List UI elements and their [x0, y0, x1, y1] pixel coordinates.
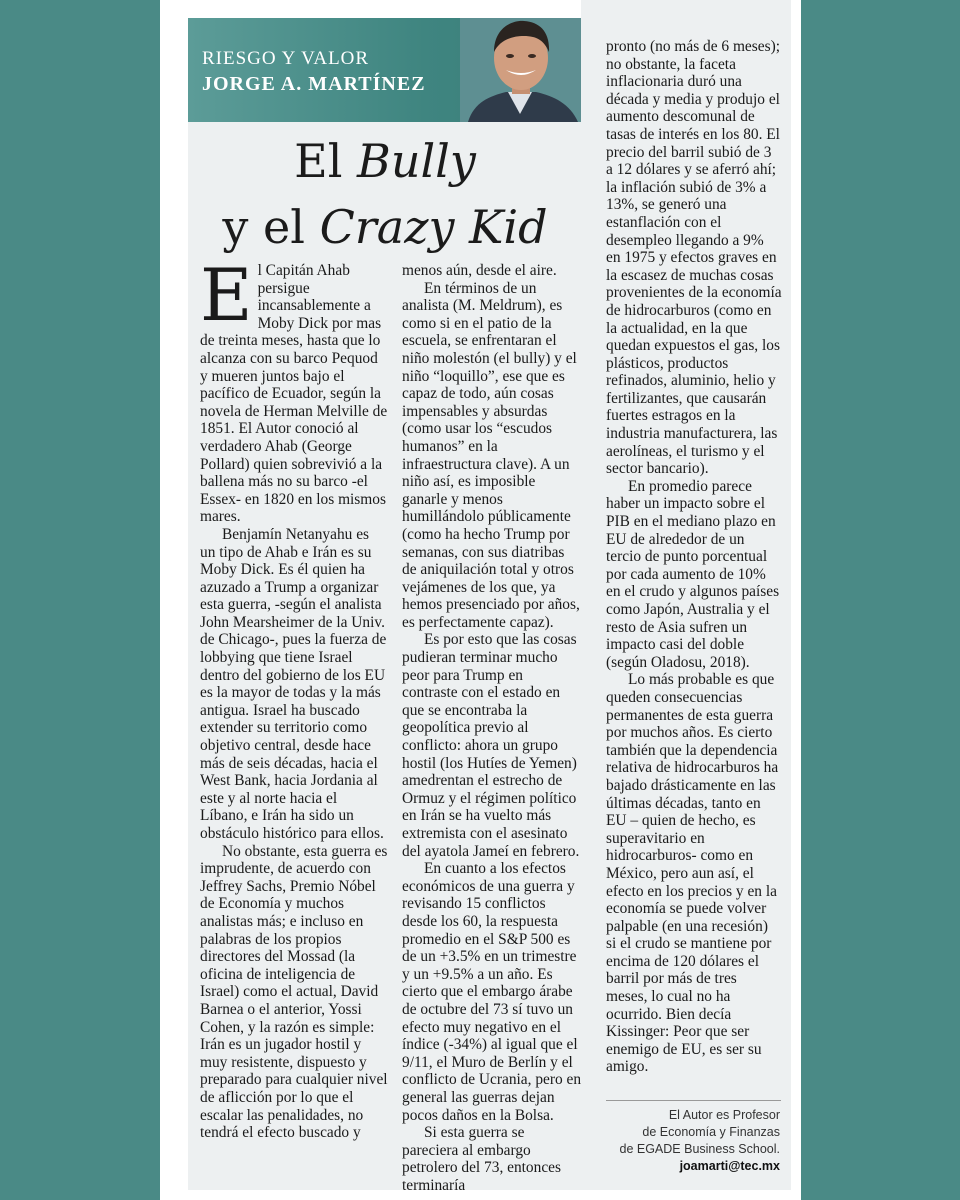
paragraph: Lo más probable es que queden consecuencias permanentes de esta guerra por muchos años. Es cierto también que la dependencia relativa de hidrocarburos ha bajado drásticamente en las últimas décadas, tanto en EU – quien de hecho, es superavitario en hidrocarburos- como en México, pero aun así, el efecto en los precios y en la economía se puede volver palpable (en una recesión) si el crudo se mantiene por encima de 120 dólares el barril por más de tres meses, lo cual no ha ocurrido. Bien decía Kissinger: Peor que ser enemigo de EU, es ser su amigo.: [606, 671, 779, 1076]
author-signature: [600, 1107, 780, 1175]
paragraph: menos aún, desde el aire.: [402, 262, 557, 279]
title-line1-italic: Bully: [357, 134, 476, 188]
paragraph: l Capitán Ahab persigue incansablemente a Moby Dick por mas de treinta meses, hasta que lo alcanza con su barco Pequod y mueren juntos bajo el pacífico de Ecuador, según la novela de Herman Melville de 1851. El Autor conoció al verdadero Ahab (George Pollard) quien sobrevivió a la ballena más no su barco -el Essex- en 1820 en los mismos mares.: [200, 262, 388, 526]
article-column-3: [606, 38, 782, 1076]
column-name: RIESGO Y VALOR: [202, 48, 370, 69]
paragraph: No obstante, esta guerra es imprudente, de acuerdo con Jeffrey Sachs, Premio Nóbel de Economía y muchos analistas más; e incluso en palabras de los propios directores del Mossad (la oficina de inteligencia de Israel) como el actual, David Barnea o el anterior, Yossi Cohen, y la razón es simple: Irán es un jugador hostil y muy resistente, dispuesto y preparado para cualquier nivel de aflicción por lo que el escalar las penalidades, no tendrá el efecto buscado y: [200, 842, 388, 1142]
article-column-1: [200, 253, 388, 1142]
signature-divider: [606, 1100, 781, 1101]
paragraph: Si esta guerra se pareciera al embargo petrolero del 73, entonces terminaría: [402, 1124, 561, 1194]
title-line1-prefix: El: [294, 134, 358, 188]
author-name: JORGE A. MARTÍNEZ: [202, 73, 426, 95]
drop-cap: E: [200, 253, 253, 337]
paragraph: Benjamín Netanyahu es un tipo de Ahab e Irán es su Moby Dick. Es él quien ha azuzado a Trump a organizar esta guerra, -según el analista John Mearsheimer de la Univ. de Chicago-, pues la fuerza de lobbying que tiene Israel dentro del gobierno de los EU es la mayor de todas y la más antigua. Israel ha buscado extender su territorio como objetivo central, desde hace más de seis décadas, hacia el West Bank, hacia Jordania al este y al norte hacia el Líbano, e Irán ha sido un obstáculo histórico para ellos.: [200, 525, 387, 842]
article-column-2: [402, 262, 582, 1194]
signature-line: El Autor es Profesor: [668, 1108, 780, 1122]
title-line2-prefix: y el: [222, 200, 320, 254]
paragraph: En cuanto a los efectos económicos de una guerra y revisando 15 conflictos desde los 60, la respuesta promedio en el S&P 500 es de un +3.5% en un trimestre y un +9.5% a un año. Es cierto que el embargo árabe de octubre del 73 sí tuvo un efecto muy negativo en el índice (-34%) al igual que el 9/11, el Muro de Berlín y el conflicto de Ucrania, pero en general las guerras dejan pocos daños en la Bolsa.: [402, 860, 582, 1124]
column-header-banner: [188, 18, 581, 122]
signature-line: de EGADE Business School.: [619, 1142, 780, 1156]
paragraph: Es por esto que las cosas pudieran terminar mucho peor para Trump en contraste con el estado en que se encontraba la geopolítica previo al conflicto: ahora un grupo hostil (los Hutíes de Yemen) amedrentan el estrecho de Ormuz y el régimen político en Irán se ha vuelto más extremista con el asesinato del ayatola Jameí en febrero.: [402, 631, 580, 860]
paragraph: pronto (no más de 6 meses); no obstante, la faceta inflacionaria duró una década y media y produjo el aumento descomunal de tasas de interés en los 80. El precio del barril subió de 3 a 12 dólares y se aferró ahí; la inflación subió de 3% a 13%, se generó una estanflación con el desempleo llegando a 9% en 1975 y efectos graves en la escasez de muchas cosas provenientes de la economía de hidrocarburos (como en la actualidad, en la que quedan expuestos el gas, los plásticos, productos refinados, aluminio, helio y fertilizantes, que causarán fuertes estragos en la industria manufacturera, las aerolíneas, el turismo y el sector bancario).: [606, 38, 782, 478]
title-line2-italic: Crazy Kid: [319, 200, 548, 254]
paragraph: En términos de un analista (M. Meldrum), es como si en el patio de la escuela, se enfrentaran el niño molestón (el bully) y el niño “loquillo”, ese que es capaz de todo, aún cosas impensables y absurdas (como usar los “escudos humanos” en la infraestructura clave). A un niño así, es imposible ganarle y menos humillándolo públicamente (como ha hecho Trump por semanas, con sus diatribas de aniquilación total y otros vejámenes de los que, ya hemos presenciado por años, es perfectamente capaz).: [402, 279, 580, 631]
article-title: [190, 128, 580, 260]
author-portrait: [460, 18, 581, 122]
paragraph: En promedio parece haber un impacto sobre el PIB en el mediano plazo en EU de alrededor de un tercio de punto porcentual por cada aumento de 10% en el crudo y algunos países como Japón, Australia y el resto de Asia sufren un impacto casi del doble (según Oladosu, 2018).: [606, 477, 780, 671]
signature-line: de Economía y Finanzas: [642, 1125, 780, 1139]
author-email: joamarti@tec.mx: [679, 1159, 780, 1173]
